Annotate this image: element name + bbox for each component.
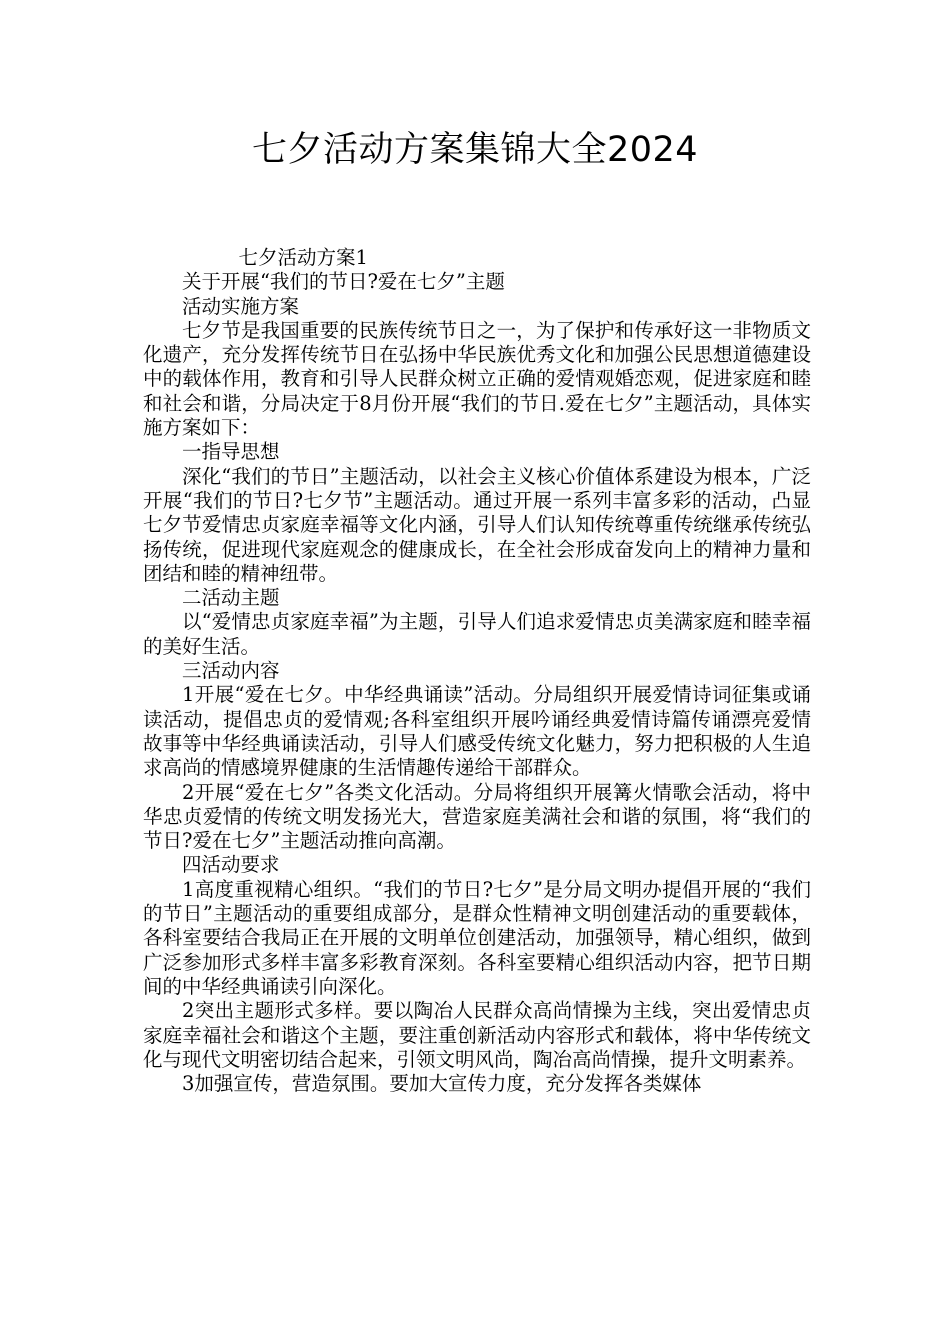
section-heading: 一指导思想 [182,440,280,464]
document-title: 七夕活动方案集锦大全2024 [251,130,699,170]
body-paragraph: 以“爱情忠贞家庭幸福”为主题，引导人们追求爱情忠贞美满家庭和睦幸福的美好生活。 [143,610,811,658]
body-paragraph: 深化“我们的节日”主题活动，以社会主义核心价值体系建设为根本，广泛开展“我们的节日?七夕节”主题活动。通过开展一系列丰富多彩的活动，凸显七夕节爱情忠贞家庭幸福等文化内涵，引导人们认知传统尊重传统继承传统弘扬传统，促进现代家庭观念的健康成长，在全社会形成奋发向上的精神力量和团结和睦的精神纽带。 [143,464,811,585]
subtitle-line: 活动实施方案 [182,294,300,318]
body-paragraph: 1高度重视精心组织。“我们的节日?七夕”是分局文明办提倡开展的“我们的节日”主题活动的重要组成部分，是群众性精神文明创建活动的重要载体，各科室要结合我局正在开展的文明单位创建活动，加强领导，精心组织，做到广泛参加形式多样丰富多彩教育深刻。各科室要精心组织活动内容，把节日期间的中华经典诵读引向深化。 [143,877,811,998]
section-heading: 三活动内容 [182,659,280,683]
body-paragraph: 2突出主题形式多样。要以陶冶人民群众高尚情操为主线，突出爱情忠贞家庭幸福社会和谐这个主题，要注重创新活动内容形式和载体，将中华传统文化与现代文明密切结合起来，引领文明风尚，陶冶高尚情操，提升文明素养。 [143,999,811,1071]
section-heading: 二活动主题 [182,586,280,610]
body-paragraph: 3加强宣传，营造氛围。要加大宣传力度，充分发挥各类媒体 [182,1072,702,1096]
body-paragraph: 2开展“爱在七夕”各类文化活动。分局将组织开展篝火情歌会活动，将中华忠贞爱情的传统文明发扬光大，营造家庭美满社会和谐的氛围，将“我们的节日?爱在七夕”主题活动推向高潮。 [143,780,811,853]
subtitle-line: 关于开展“我们的节日?爱在七夕”主题 [182,270,505,294]
section-heading: 七夕活动方案1 [238,246,368,269]
body-paragraph: 1开展“爱在七夕。中华经典诵读”活动。分局组织开展爱情诗词征集或诵读活动，提倡忠贞的爱情观;各科室组织开展吟诵经典爱情诗篇传诵漂亮爱情故事等中华经典诵读活动，引导人们感受传统文化魅力，努力把积极的人生追求高尚的情感境界健康的生活情趣传递给干部群众。 [143,683,811,780]
document-body [143,246,811,1096]
section-heading: 四活动要求 [182,853,280,877]
body-paragraph: 七夕节是我国重要的民族传统节日之一，为了保护和传承好这一非物质文化遗产，充分发挥传统节日在弘扬中华民族优秀文化和加强公民思想道德建设中的载体作用，教育和引导人民群众树立正确的爱情观婚恋观，促进家庭和睦和社会和谐，分局决定于8月份开展“我们的节日.爱在七夕”主题活动，具体实施方案如下： [143,318,811,440]
